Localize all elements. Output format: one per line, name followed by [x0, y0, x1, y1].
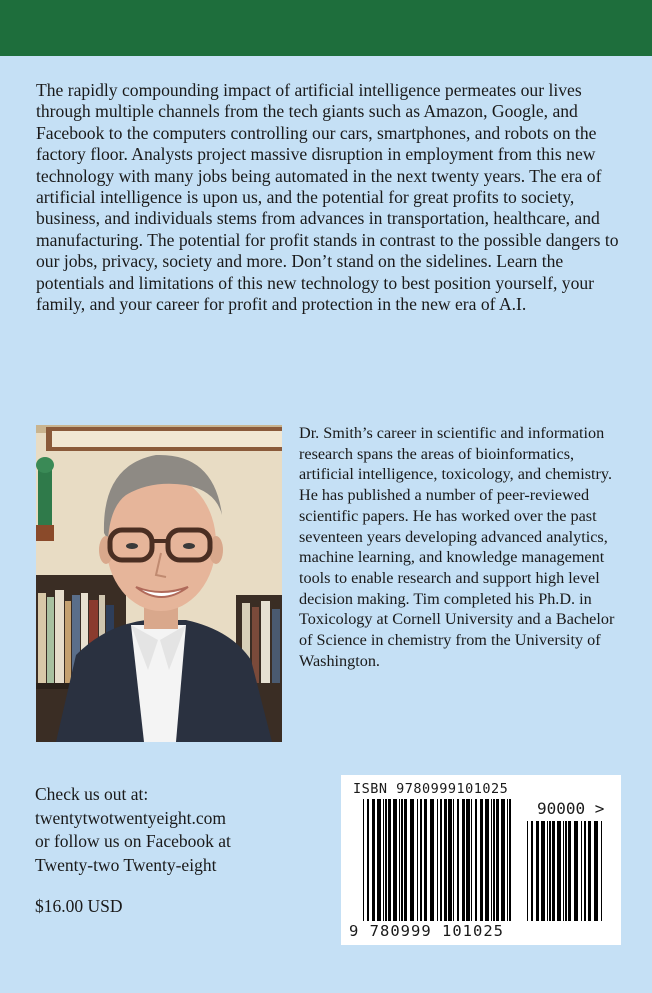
barcode-bar	[563, 821, 564, 921]
barcode-bar	[404, 799, 407, 921]
barcode-bar	[568, 821, 571, 921]
barcode-bar	[420, 799, 422, 921]
barcode-bar	[388, 799, 391, 921]
barcode-bar	[527, 821, 528, 921]
contact-line-check-us-out: Check us out at:	[35, 784, 149, 804]
barcode-bar	[584, 821, 586, 921]
barcode-bar	[485, 799, 489, 921]
barcode-bar	[531, 821, 533, 921]
barcode-bar	[541, 821, 545, 921]
barcode-bar	[444, 799, 447, 921]
barcode-bar	[491, 799, 492, 921]
facebook-page-name: Twenty-two Twenty-eight	[35, 854, 217, 875]
barcode-bar	[430, 799, 434, 921]
barcode-bar	[440, 799, 442, 921]
contact-line-facebook: or follow us on Facebook at	[35, 831, 231, 851]
website-link[interactable]: twentytwotwentyeight.com	[35, 807, 227, 828]
barcode-bar	[501, 799, 505, 921]
barcode-bar	[507, 799, 508, 921]
barcode-bar	[549, 821, 551, 921]
barcode-bar	[393, 799, 397, 921]
barcode-bar	[581, 821, 582, 921]
ean-digits: 9 780999 101025	[349, 922, 504, 940]
barcode-bar	[574, 821, 578, 921]
barcode-bar	[424, 799, 427, 921]
barcode-bar	[496, 799, 499, 921]
author-photo	[36, 425, 282, 742]
barcode-bar	[547, 821, 548, 921]
isbn-label: ISBN 9780999101025	[353, 781, 509, 797]
isbn-barcode	[341, 775, 621, 945]
barcode-bars	[341, 775, 621, 945]
barcode-bar	[493, 799, 495, 921]
barcode-bar	[453, 799, 454, 921]
book-price: $16.00 USD	[35, 896, 123, 916]
barcode-bar	[410, 799, 414, 921]
book-description: The rapidly compounding impact of artificial intelligence permeates our lives through multiple channels from the tech giants such as Amazon, Google, and Facebook to the computers controlling our cars, smartphones, and robots on the factory floor. Analysts project massive disruption in employment from this new technology with many jobs being automated in the next twenty years. The era of artificial intelligence is upon us, and the potential for great profits to society, business, and individuals stems from advances in transportation, healthcare, and manufacturing. The potential for profit stands in contrast to the possible dangers to our jobs, privacy, society and more. Don’t stand on the sidelines. Learn the potentials and limitations of this new technology to best position yourself, your family, and your career for profit and protection in the new era of A.I.	[36, 80, 619, 315]
barcode-bar	[471, 799, 472, 921]
author-bio: Dr. Smith’s career in scientific and information research spans the areas of bioinformatics, artificial intelligence, toxicology, and chemistry. He has published a number of peer-reviewed scientific papers. He has worked over the past seventeen years developing advanced analytics, machine learning, and knowledge management tools to enable research and support high level decision making. Tim completed his Ph.D. in Toxicology at Cornell University and a Bachelor of Science in chemistry from the University of Washington.	[299, 424, 615, 670]
barcode-bar	[588, 821, 591, 921]
barcode-bar	[565, 821, 567, 921]
barcode-bar	[601, 821, 602, 921]
barcode-bar	[437, 799, 438, 921]
barcode-bar	[557, 821, 561, 921]
barcode-bar	[457, 799, 459, 921]
barcode-bar	[367, 799, 369, 921]
top-color-band	[0, 0, 652, 56]
barcode-bar	[475, 799, 477, 921]
barcode-bar	[509, 799, 511, 921]
barcode-bar	[594, 821, 598, 921]
barcode-bar	[383, 799, 384, 921]
barcode-bar	[466, 799, 470, 921]
barcode-bar	[480, 799, 483, 921]
barcode-bar	[385, 799, 387, 921]
barcode-bar	[401, 799, 403, 921]
contact-info	[35, 783, 325, 877]
price-code-label: 90000 >	[537, 799, 605, 818]
barcode-bar	[363, 799, 364, 921]
barcode-bar	[536, 821, 539, 921]
barcode-bar	[372, 799, 375, 921]
barcode-bar	[552, 821, 555, 921]
barcode-bar	[417, 799, 418, 921]
barcode-bar	[399, 799, 400, 921]
barcode-bar	[448, 799, 452, 921]
barcode-bar	[377, 799, 381, 921]
barcode-bar	[462, 799, 465, 921]
